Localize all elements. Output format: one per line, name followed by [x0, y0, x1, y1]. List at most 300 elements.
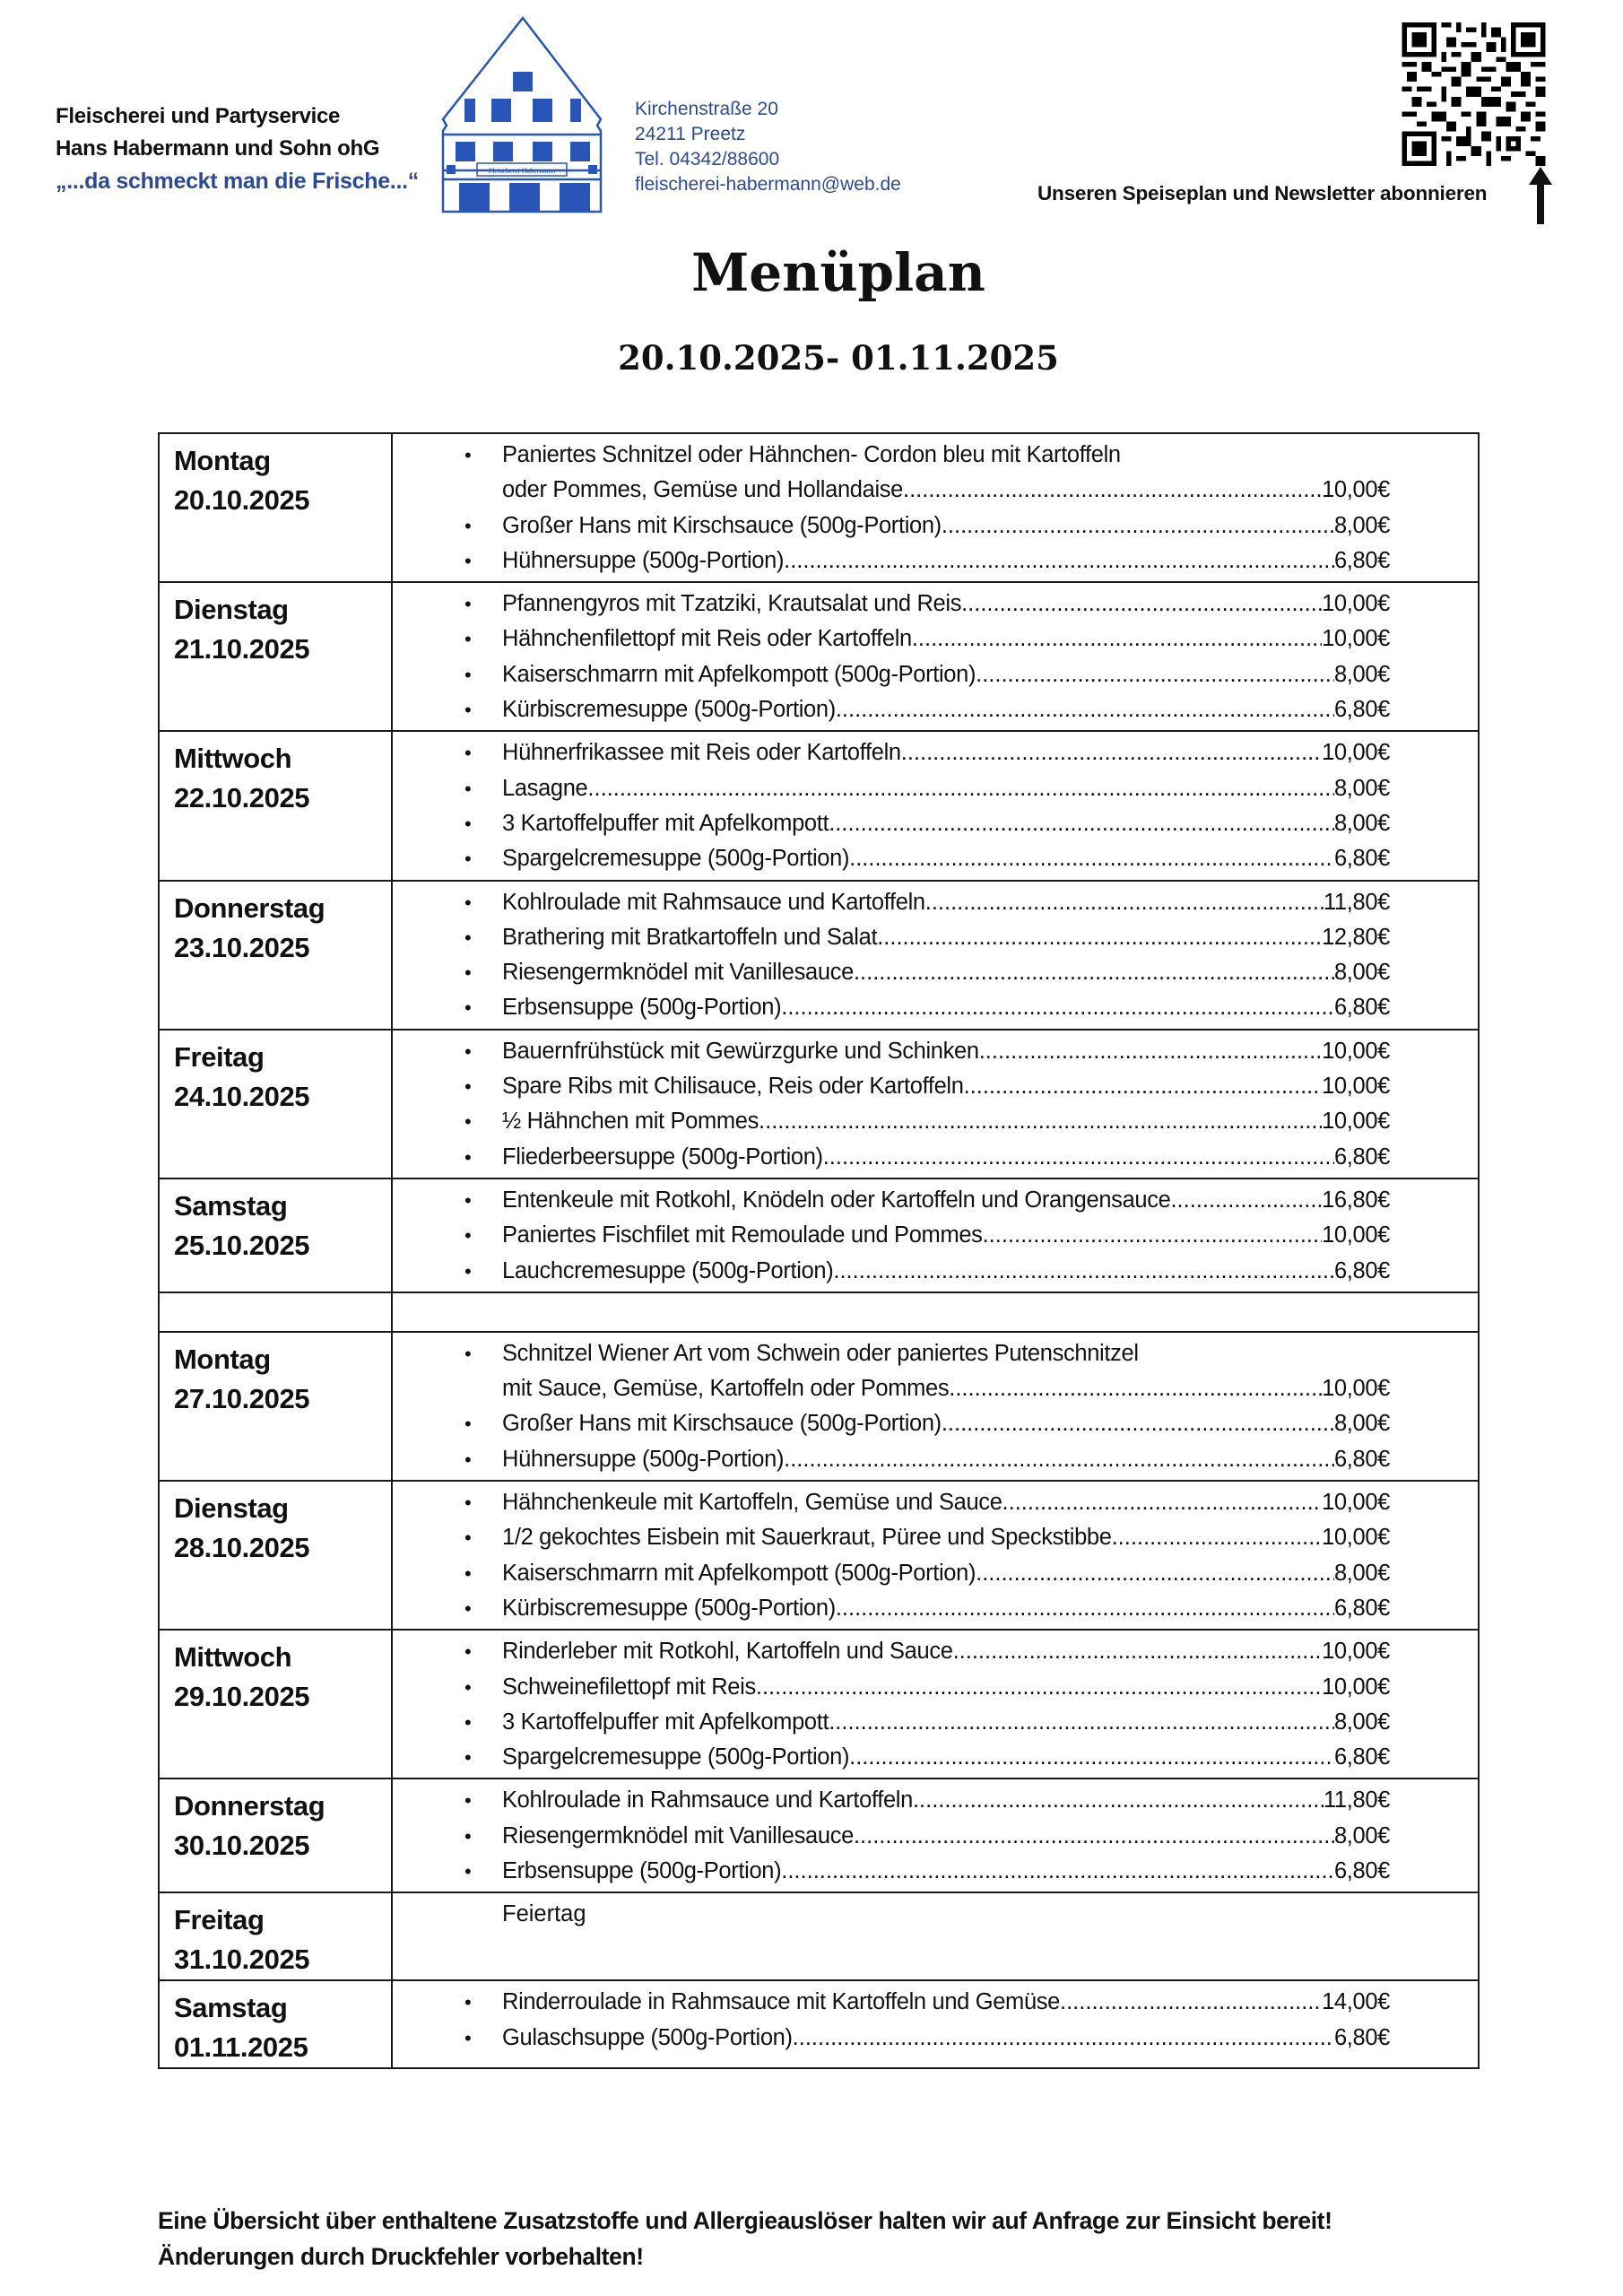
leader-dots — [976, 1556, 1334, 1591]
menu-item-line — [502, 1740, 1390, 1775]
leader-dots — [1060, 1985, 1322, 2020]
bullet-icon: • — [464, 1991, 472, 2014]
dish-price: 6,80€ — [1333, 1595, 1390, 1621]
menu-item-body — [502, 1556, 1390, 1591]
leader-dots — [949, 1371, 1322, 1406]
menu-item — [393, 1740, 1478, 1775]
dish-name: Schnitzel Wiener Art vom Schwein oder paniertes Putenschnitzel — [502, 1340, 1139, 1366]
empty-cell — [392, 1292, 1479, 1332]
leader-dots — [942, 1406, 1334, 1441]
menu-item-line — [502, 806, 1390, 841]
menu-item-line — [502, 438, 1390, 473]
day-cell — [159, 1178, 392, 1292]
leader-dots — [877, 920, 1322, 955]
bullet-icon: • — [464, 2026, 472, 2049]
day-cell — [159, 1892, 392, 1980]
dish-name: Rinderleber mit Rotkohl, Kartoffeln und Sauce — [502, 1639, 953, 1665]
leader-dots — [784, 544, 1334, 578]
menu-item-line — [502, 1218, 1390, 1253]
leader-dots — [587, 771, 1334, 806]
leader-dots — [1170, 1183, 1322, 1218]
menu-item-line — [502, 1634, 1390, 1669]
leader-dots — [836, 692, 1334, 727]
menu-item-body — [502, 1104, 1390, 1139]
menu-item-body — [502, 2021, 1390, 2056]
dish-price: 11,80€ — [1323, 889, 1390, 915]
bullet-icon: • — [464, 848, 472, 871]
dish-name: Spargelcremesuppe (500g-Portion) — [502, 846, 850, 872]
company-line2: Hans Habermann und Sohn ohG — [56, 136, 380, 161]
menu-item — [393, 1218, 1478, 1253]
menu-item — [393, 509, 1478, 544]
menu-item — [393, 885, 1478, 920]
menu-item — [393, 1104, 1478, 1139]
leader-dots — [781, 1854, 1334, 1889]
menu-item-line — [502, 622, 1390, 657]
menu-item — [393, 1705, 1478, 1740]
leader-dots — [849, 1740, 1334, 1775]
day-cell — [159, 1332, 392, 1481]
menu-item-line — [502, 1485, 1390, 1520]
bullet-icon: • — [464, 1145, 472, 1169]
day-name: Samstag — [174, 1992, 288, 2024]
day-name: Dienstag — [174, 1492, 289, 1525]
menu-item — [393, 438, 1478, 509]
menu-item-body — [502, 1634, 1390, 1669]
menu-item — [393, 587, 1478, 622]
menu-item — [393, 1520, 1478, 1555]
company-slogan: „...da schmeckt man die Frische...“ — [56, 169, 419, 194]
leader-dots — [901, 735, 1322, 770]
leader-dots — [942, 509, 1334, 544]
arrow-up-icon — [1529, 167, 1552, 224]
day-row — [159, 1980, 1479, 2068]
dish-price: 8,00€ — [1333, 1560, 1390, 1586]
svg-text:Fleischerei Habermann: Fleischerei Habermann — [488, 167, 556, 175]
day-row — [159, 1030, 1479, 1178]
menu-item-line — [502, 1783, 1390, 1818]
dish-name: Hühnerfrikassee mit Reis oder Kartoffeln — [502, 740, 901, 766]
dish-price: 10,00€ — [1322, 1038, 1390, 1064]
dish-price: 6,80€ — [1333, 1257, 1390, 1283]
bullet-icon: • — [464, 663, 472, 686]
dish-name: Riesengermknödel mit Vanillesauce — [502, 960, 854, 986]
dish-price: 6,80€ — [1333, 1744, 1390, 1770]
dish-price: 16,80€ — [1322, 1187, 1390, 1213]
dishes-cell — [392, 1630, 1479, 1779]
bullet-icon: • — [464, 996, 472, 1020]
leader-dots — [913, 1783, 1324, 1818]
leader-dots — [903, 473, 1322, 508]
leader-dots — [793, 2021, 1334, 2056]
menu-item-line — [502, 1183, 1390, 1218]
day-row — [159, 1779, 1479, 1892]
dish-name: Erbsensuppe (500g-Portion) — [502, 995, 782, 1021]
menu-item-body — [502, 955, 1390, 990]
leader-dots — [829, 806, 1334, 841]
day-row — [159, 731, 1479, 880]
dish-price: 8,00€ — [1333, 960, 1390, 986]
menu-item-line — [502, 1556, 1390, 1591]
day-cell — [159, 731, 392, 880]
leader-dots — [759, 1104, 1322, 1139]
day-date: 24.10.2025 — [174, 1080, 310, 1112]
bullet-icon: • — [464, 699, 472, 722]
dish-name: Hühnersuppe (500g-Portion) — [502, 1446, 785, 1472]
leader-dots — [784, 1442, 1334, 1477]
menu-item — [393, 622, 1478, 657]
menu-item-line — [502, 1591, 1390, 1626]
dish-price: 8,00€ — [1333, 512, 1390, 538]
dish-price: 10,00€ — [1322, 1222, 1390, 1248]
menu-item-body — [502, 841, 1390, 876]
menu-item — [393, 735, 1478, 770]
day-name: Donnerstag — [174, 891, 325, 924]
dish-price: 14,00€ — [1322, 1989, 1390, 2015]
menu-item-line — [502, 1069, 1390, 1104]
dish-price: 6,80€ — [1333, 547, 1390, 573]
day-date: 21.10.2025 — [174, 633, 310, 665]
dish-name: Hühnersuppe (500g-Portion) — [502, 547, 785, 573]
dish-name: Spare Ribs mit Chilisauce, Reis oder Kartoffeln — [502, 1074, 964, 1100]
dish-price: 6,80€ — [1333, 846, 1390, 872]
footer-allergens-note: Eine Übersicht über enthaltene Zusatzstoffe und Allergieauslöser halten wir auf Anfrage zur Einsicht bereit! — [158, 2207, 1332, 2234]
week-separator-row — [159, 1292, 1479, 1332]
menu-item — [393, 1556, 1478, 1591]
dish-name: 1/2 gekochtes Eisbein mit Sauerkraut, Püree und Speckstibbe — [502, 1525, 1112, 1551]
dish-name: Kürbiscremesuppe (500g-Portion) — [502, 697, 836, 723]
day-date: 22.10.2025 — [174, 782, 310, 814]
menu-item — [393, 955, 1478, 990]
day-date: 25.10.2025 — [174, 1229, 310, 1261]
address-email[interactable]: fleischerei-habermann@web.de — [635, 174, 901, 195]
menu-item-line — [502, 1985, 1390, 2020]
menu-item — [393, 692, 1478, 727]
leader-dots — [1002, 1485, 1323, 1520]
menu-item — [393, 841, 1478, 876]
leader-dots — [854, 955, 1334, 990]
menu-item-body — [502, 1985, 1390, 2020]
bullet-icon: • — [464, 1596, 472, 1620]
menu-item-line — [502, 990, 1390, 1025]
menu-item — [393, 771, 1478, 806]
leader-dots — [964, 1069, 1323, 1104]
leader-dots — [979, 1034, 1322, 1069]
menu-item-line — [502, 1406, 1390, 1441]
dish-price: 6,80€ — [1333, 995, 1390, 1021]
bullet-icon: • — [464, 1110, 472, 1134]
menu-item-line — [502, 735, 1390, 770]
leader-dots — [953, 1634, 1323, 1669]
menu-item-line — [502, 1140, 1390, 1175]
dish-name: Fliederbeersuppe (500g-Portion) — [502, 1144, 823, 1170]
dishes-cell — [392, 1779, 1479, 1892]
menu-item-body — [502, 1034, 1390, 1069]
menu-item-body — [502, 1854, 1390, 1889]
day-cell — [159, 1481, 392, 1630]
menu-item-line — [502, 473, 1390, 508]
menu-item-body — [502, 509, 1390, 544]
menu-item-body — [502, 1140, 1390, 1175]
building-logo-icon — [438, 16, 608, 215]
day-row — [159, 1178, 1479, 1292]
bullet-icon: • — [464, 1039, 472, 1063]
day-cell — [159, 433, 392, 582]
dish-price: 12,80€ — [1322, 924, 1390, 950]
company-block — [56, 100, 419, 197]
dish-name: Paniertes Schnitzel oder Hähnchen- Cordon bleu mit Kartoffeln — [502, 442, 1121, 467]
menu-item-body — [502, 1336, 1390, 1407]
company-line1: Fleischerei und Partyservice — [56, 104, 341, 128]
address-phone: Tel. 04342/88600 — [635, 149, 780, 170]
leader-dots — [823, 1140, 1334, 1175]
empty-cell — [159, 1292, 392, 1332]
bullet-icon: • — [464, 1561, 472, 1585]
menu-item — [393, 1442, 1478, 1477]
footer-misprint-note: Änderungen durch Druckfehler vorbehalten! — [158, 2243, 644, 2270]
dish-price: 8,00€ — [1333, 775, 1390, 801]
day-row — [159, 881, 1479, 1030]
bullet-icon: • — [464, 514, 472, 537]
page-title: Menüplan — [691, 242, 985, 303]
address-city: 24211 Preetz — [635, 124, 746, 144]
menu-item — [393, 1819, 1478, 1854]
menu-item — [393, 1254, 1478, 1289]
menu-item — [393, 1406, 1478, 1441]
dish-price: 10,00€ — [1322, 1109, 1390, 1135]
bullet-icon: • — [464, 1746, 472, 1770]
menu-item-body — [502, 920, 1390, 955]
dish-name: Kürbiscremesuppe (500g-Portion) — [502, 1595, 836, 1621]
dishes-cell — [392, 1481, 1479, 1630]
day-name: Montag — [174, 445, 271, 476]
leader-dots — [983, 1218, 1323, 1253]
menu-item — [393, 990, 1478, 1025]
dish-price: 10,00€ — [1322, 1639, 1390, 1665]
menu-item — [393, 1985, 1478, 2020]
qr-code-icon[interactable] — [1401, 22, 1547, 166]
bullet-icon: • — [464, 1824, 472, 1848]
dish-price: 11,80€ — [1323, 1787, 1390, 1813]
dish-price: 10,00€ — [1322, 1376, 1390, 1402]
bullet-icon: • — [464, 1448, 472, 1471]
menu-item-body — [502, 438, 1390, 509]
menu-item-line — [502, 2021, 1390, 2056]
leader-dots — [781, 990, 1334, 1025]
day-name: Montag — [174, 1343, 271, 1375]
dish-price: 8,00€ — [1333, 1822, 1390, 1848]
menu-table — [158, 432, 1480, 2069]
bullet-icon: • — [464, 1259, 472, 1283]
bullet-icon: • — [464, 961, 472, 985]
day-cell — [159, 1030, 392, 1178]
menu-item — [393, 2021, 1478, 2056]
day-date: 27.10.2025 — [174, 1382, 310, 1414]
dish-name: 3 Kartoffelpuffer mit Apfelkompott — [502, 1709, 829, 1735]
menu-item-body — [502, 1740, 1390, 1775]
dish-name: Brathering mit Bratkartoffeln und Salat — [502, 924, 878, 950]
menu-item-line — [502, 1520, 1390, 1555]
menu-item-body — [502, 1069, 1390, 1104]
bullet-icon: • — [464, 593, 472, 616]
dish-price: 10,00€ — [1322, 1074, 1390, 1100]
dishes-cell — [392, 731, 1479, 880]
menu-item-line — [502, 771, 1390, 806]
day-date: 29.10.2025 — [174, 1681, 310, 1713]
dish-price: 6,80€ — [1333, 1144, 1390, 1170]
menu-item-line — [502, 955, 1390, 990]
menu-item-body — [502, 990, 1390, 1025]
menu-item-body — [502, 1819, 1390, 1854]
dish-price: 10,00€ — [1322, 1490, 1390, 1516]
menu-item-body — [502, 1254, 1390, 1289]
dish-name: ½ Hähnchen mit Pommes — [502, 1109, 759, 1135]
dishes-cell — [392, 1892, 1479, 1980]
bullet-icon: • — [464, 1413, 472, 1436]
menu-item — [393, 1854, 1478, 1889]
menu-item-body — [502, 1218, 1390, 1253]
footer-notes — [158, 2203, 1332, 2274]
address-street: Kirchenstraße 20 — [635, 99, 778, 119]
dishes-cell — [392, 1980, 1479, 2068]
day-date: 23.10.2025 — [174, 931, 310, 963]
bullet-icon: • — [464, 1789, 472, 1813]
menu-item-body — [502, 587, 1390, 622]
bullet-icon: • — [464, 1075, 472, 1099]
menu-item-line — [502, 1034, 1390, 1069]
menu-item-body — [502, 1183, 1390, 1218]
bullet-icon: • — [464, 926, 472, 949]
menu-item-body — [502, 1442, 1390, 1477]
menu-item-body — [502, 1783, 1390, 1818]
menu-item-body — [502, 657, 1390, 692]
dish-name: Hähnchenkeule mit Kartoffeln, Gemüse und Sauce — [502, 1490, 1002, 1516]
dish-name: Pfannengyros mit Tzatziki, Krautsalat und Reis — [502, 591, 962, 617]
day-date: 30.10.2025 — [174, 1830, 310, 1862]
dish-name: Entenkeule mit Rotkohl, Knödeln oder Kartoffeln und Orangensauce — [502, 1187, 1171, 1213]
dish-price: 10,00€ — [1322, 477, 1390, 503]
dish-price: 10,00€ — [1322, 1525, 1390, 1551]
menu-item-body — [502, 735, 1390, 770]
dish-name: Spargelcremesuppe (500g-Portion) — [502, 1744, 850, 1770]
dish-name: mit Sauce, Gemüse, Kartoffeln oder Pommes — [502, 1376, 950, 1402]
menu-item-line — [502, 841, 1390, 876]
day-name: Freitag — [174, 1040, 265, 1073]
menu-item — [393, 1783, 1478, 1818]
day-cell — [159, 582, 392, 731]
dishes-cell — [392, 433, 1479, 582]
dish-price: 8,00€ — [1333, 1709, 1390, 1735]
menu-item-line — [502, 544, 1390, 578]
dish-name: 3 Kartoffelpuffer mit Apfelkompott — [502, 810, 829, 836]
day-row — [159, 582, 1479, 731]
dish-name: Großer Hans mit Kirschsauce (500g-Portion) — [502, 1411, 942, 1437]
bullet-icon: • — [464, 1188, 472, 1212]
leader-dots — [829, 1705, 1334, 1740]
menu-item — [393, 1336, 1478, 1407]
bullet-icon: • — [464, 1859, 472, 1883]
bullet-icon: • — [464, 1640, 472, 1664]
leader-dots — [912, 622, 1322, 657]
dish-name: Kaiserschmarrn mit Apfelkompott (500g-Portion) — [502, 661, 976, 687]
menu-item — [393, 1140, 1478, 1175]
leader-dots — [925, 885, 1324, 920]
menu-item-body — [502, 806, 1390, 841]
dish-name: Riesengermknödel mit Vanillesauce — [502, 1822, 854, 1848]
menu-item-line — [502, 1371, 1390, 1406]
day-row — [159, 1630, 1479, 1779]
dish-price: 8,00€ — [1333, 661, 1390, 687]
leader-dots — [1112, 1520, 1323, 1555]
menu-item-line — [502, 1336, 1390, 1371]
leader-dots — [961, 587, 1322, 622]
day-name: Samstag — [174, 1189, 288, 1222]
dish-name: Kohlroulade in Rahmsauce und Kartoffeln — [502, 1787, 913, 1813]
menu-item-body — [502, 1670, 1390, 1705]
leader-dots — [854, 1819, 1334, 1854]
menu-item-line — [502, 657, 1390, 692]
dish-name: Schweinefilettopf mit Reis — [502, 1674, 756, 1700]
dishes-cell — [392, 1178, 1479, 1292]
day-cell — [159, 1630, 392, 1779]
menu-item-body — [502, 1520, 1390, 1555]
bullet-icon: • — [464, 549, 472, 572]
day-cell — [159, 1779, 392, 1892]
leader-dots — [756, 1670, 1322, 1705]
menu-item — [393, 1034, 1478, 1069]
day-name: Mittwoch — [174, 743, 292, 775]
dish-name: Paniertes Fischfilet mit Remoulade und Pommes — [502, 1222, 983, 1248]
dishes-cell — [392, 1332, 1479, 1481]
bullet-icon: • — [464, 777, 472, 800]
leader-dots — [976, 657, 1334, 692]
menu-item — [393, 1183, 1478, 1218]
menu-item-body — [502, 1485, 1390, 1520]
dish-price: 6,80€ — [1333, 1857, 1390, 1883]
dish-price: 6,80€ — [1333, 697, 1390, 723]
menu-item — [393, 1069, 1478, 1104]
menu-item-line — [502, 1854, 1390, 1889]
menu-item — [393, 1634, 1478, 1669]
menu-item-line — [502, 1819, 1390, 1854]
bullet-icon: • — [464, 1675, 472, 1699]
day-date: 31.10.2025 — [174, 1944, 310, 1976]
menu-item-body — [502, 692, 1390, 727]
bullet-icon: • — [464, 1224, 472, 1248]
bullet-icon: • — [464, 1526, 472, 1550]
menu-item — [393, 920, 1478, 955]
dish-name: oder Pommes, Gemüse und Hollandaise — [502, 477, 903, 503]
menu-item-body — [502, 1705, 1390, 1740]
dish-name: Rinderroulade in Rahmsauce mit Kartoffeln und Gemüse — [502, 1989, 1061, 2015]
dish-price: 6,80€ — [1333, 1446, 1390, 1472]
day-row — [159, 433, 1479, 582]
menu-item-body — [502, 771, 1390, 806]
day-date: 20.10.2025 — [174, 484, 310, 516]
dishes-cell — [392, 881, 1479, 1030]
menu-item-line — [502, 1254, 1390, 1289]
menu-item — [393, 657, 1478, 692]
menu-item-line — [502, 692, 1390, 727]
menu-item-line — [502, 1104, 1390, 1139]
holiday-note: Feiertag — [502, 1901, 586, 1927]
menu-item-line — [502, 587, 1390, 622]
day-cell — [159, 881, 392, 1030]
dish-price: 10,00€ — [1322, 626, 1390, 652]
bullet-icon: • — [464, 891, 472, 914]
day-name: Donnerstag — [174, 1790, 325, 1822]
dish-price: 10,00€ — [1322, 591, 1390, 617]
